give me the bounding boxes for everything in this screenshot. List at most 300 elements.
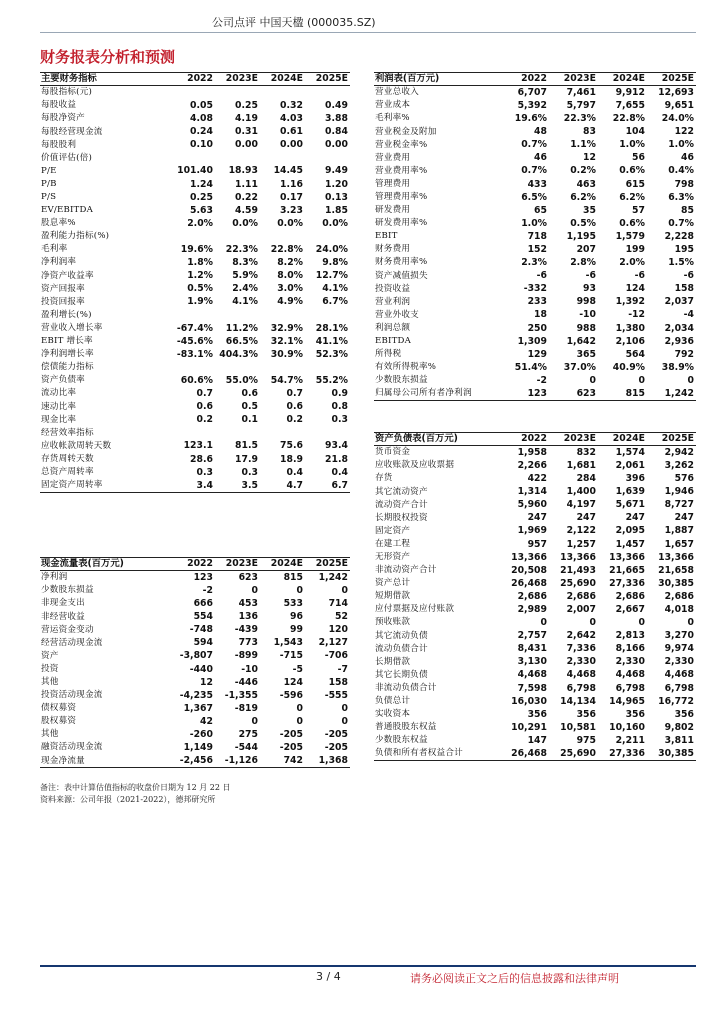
row-label: 资产 [41, 650, 59, 661]
cell-value: 40.9% [612, 361, 645, 373]
cell-value: 42 [200, 715, 213, 727]
table-row [40, 676, 350, 689]
cell-value: 2.4% [232, 283, 258, 295]
cell-value: 4.59 [235, 204, 258, 216]
cell-value: 5,960 [517, 499, 547, 511]
row-label: 偿债能力指标 [41, 362, 94, 373]
cell-value: 10,160 [609, 721, 645, 733]
row-label: 利润总额 [375, 322, 411, 333]
cell-value: 404.3% [219, 348, 258, 360]
cell-value [170, 426, 215, 439]
row-label: 净利润增长率 [41, 349, 94, 360]
cell-value: 8.3% [232, 257, 258, 269]
cell-value: 4,197 [566, 499, 596, 511]
cell-value: 55.0% [225, 374, 258, 386]
table-row [40, 610, 350, 623]
table-row [40, 728, 350, 741]
year-header: 2025E [305, 558, 350, 571]
cell-value: 0.7% [668, 217, 694, 229]
row-label: 速动比率 [41, 401, 77, 412]
cell-value: 21,658 [658, 564, 694, 576]
cell-value: 2,127 [318, 637, 348, 649]
cell-value: 1.0% [668, 139, 694, 151]
cell-value: 18.93 [228, 165, 258, 177]
table-row [374, 511, 696, 524]
cell-value [305, 309, 350, 322]
cell-value: 1,368 [305, 754, 350, 768]
cell-value: 9,912 [615, 86, 645, 98]
year-header: 2025E [305, 73, 350, 86]
row-label: 管理费用率% [375, 192, 428, 202]
cell-value: 37.0% [563, 361, 596, 373]
table-row [40, 584, 350, 597]
row-label: 总资产周转率 [41, 466, 94, 477]
cell-value: 2,266 [517, 459, 547, 471]
year-header: 2024E [260, 558, 305, 571]
cell-value [260, 309, 305, 322]
table-row [374, 498, 696, 511]
cell-value: 19.6% [514, 113, 547, 125]
row-label: 少数股东权益 [375, 735, 428, 746]
table-row [40, 623, 350, 636]
table-row [40, 361, 350, 374]
cell-value: -10 [579, 309, 596, 321]
year-header: 2022 [170, 73, 215, 86]
cell-value: 6.2% [570, 191, 596, 203]
cell-value: 714 [328, 598, 348, 610]
row-label: 每股股利 [41, 139, 77, 150]
cell-value: 2,942 [664, 446, 694, 458]
row-label: 毛利率% [375, 113, 410, 124]
row-label: 流动负债合计 [375, 643, 428, 654]
table-row [374, 538, 696, 551]
cell-value: 0.5 [241, 401, 258, 413]
cell-value: 957 [527, 538, 547, 550]
cell-value [215, 86, 260, 100]
cell-value: 4,018 [664, 604, 694, 616]
row-label: 非经营收益 [41, 611, 85, 622]
cell-value: 25,690 [560, 577, 596, 589]
cell-value: 356 [674, 708, 694, 720]
row-label: P/S [41, 192, 57, 202]
table-row [374, 348, 696, 361]
cell-value: -7 [337, 663, 348, 675]
table-row [40, 466, 350, 479]
cell-value: 93.4 [325, 440, 348, 452]
cell-value: 93 [583, 283, 596, 295]
table-row [40, 256, 350, 269]
cell-value: -706 [324, 650, 348, 662]
table-row [374, 551, 696, 564]
cell-value: 1,195 [566, 230, 596, 242]
cell-value: 4,468 [566, 669, 596, 681]
cell-value: 815 [598, 387, 647, 401]
cell-value: 275 [238, 729, 258, 741]
cell-value: 104 [625, 126, 645, 138]
cell-value [215, 230, 260, 243]
cell-value: 3.0% [277, 283, 303, 295]
year-header: 2023E [215, 558, 260, 571]
cell-value: 0.4 [331, 466, 348, 478]
row-label: 资产总计 [375, 578, 411, 589]
row-label: 营业税金及附加 [375, 126, 437, 137]
cell-value: 2,061 [615, 459, 645, 471]
table-row [40, 374, 350, 387]
cell-value: 2,211 [615, 734, 645, 746]
year-header: 2024E [598, 433, 647, 446]
cell-value: 0 [638, 617, 645, 629]
cell-value: 123.1 [183, 440, 213, 452]
cell-value: 13,366 [658, 551, 694, 563]
table-row [374, 361, 696, 374]
cell-value: 83 [583, 126, 596, 138]
cell-value: 0.0% [277, 217, 303, 229]
cell-value: 46 [534, 152, 547, 164]
cell-value: 284 [576, 473, 596, 485]
cell-value: 233 [527, 296, 547, 308]
cell-value: 0 [341, 715, 348, 727]
row-label: 财务费用率% [375, 257, 428, 268]
table-row [40, 86, 350, 100]
cell-value: 0.6% [619, 217, 645, 229]
cell-value: 0 [589, 374, 596, 386]
cell-value: -260 [189, 729, 213, 741]
cell-value: 0 [251, 715, 258, 727]
cell-value: 0 [687, 374, 694, 386]
cell-value: 3.23 [280, 204, 303, 216]
table-row [374, 642, 696, 655]
cell-value: 14,965 [609, 695, 645, 707]
cell-value: 3.4 [170, 479, 215, 493]
cell-value: 247 [576, 512, 596, 524]
row-label: 投资回报率 [41, 296, 85, 307]
cell-value: 12 [200, 676, 213, 688]
cell-value: 8.0% [277, 270, 303, 282]
cell-value: 56 [632, 152, 645, 164]
cell-value: 0.5% [570, 217, 596, 229]
cell-value: 0.0% [232, 217, 258, 229]
row-label: 非现金支出 [41, 598, 85, 609]
cell-value: 4.9% [277, 296, 303, 308]
cell-value: 129 [527, 348, 547, 360]
row-label: 债权募资 [41, 703, 77, 714]
cell-value: 1.24 [190, 178, 213, 190]
cell-value: 463 [576, 178, 596, 190]
cell-value: -6 [634, 270, 645, 282]
row-label: 投资活动现金流 [41, 690, 103, 701]
valuation-note: 备注：表中计算估值指标的收盘价日期为 12 月 22 日 [40, 783, 231, 792]
cell-value: 4.1% [232, 296, 258, 308]
cell-value: 28.6 [190, 453, 213, 465]
table-row [374, 178, 696, 191]
row-label: 股权募资 [41, 716, 77, 727]
row-label: 长期股权投资 [375, 512, 428, 523]
cell-value: 147 [527, 734, 547, 746]
cell-value: 51.4% [514, 361, 547, 373]
row-label: 其它流动负债 [375, 630, 428, 641]
cell-value: 27,336 [609, 577, 645, 589]
cell-value: -6 [683, 270, 694, 282]
year-header: 2025E [647, 433, 696, 446]
row-label: 其它流动资产 [375, 486, 428, 497]
row-label: 每股经营现金流 [41, 126, 103, 137]
cell-value: 32.1% [270, 335, 303, 347]
legal-disclaimer: 请务必阅读正文之后的信息披露和法律声明 [410, 972, 619, 985]
cell-value: 0.3 [241, 466, 258, 478]
cell-value: 66.5% [225, 335, 258, 347]
row-label: 其他 [41, 677, 59, 687]
cell-value: 0.31 [235, 126, 258, 138]
cell-value: 38.9% [661, 361, 694, 373]
cell-value: 60.6% [180, 374, 213, 386]
table-row [374, 322, 696, 335]
cell-value: 48 [534, 126, 547, 138]
cell-value: -3,807 [179, 650, 213, 662]
cell-value: -544 [234, 742, 258, 754]
cell-value: 4.7 [260, 479, 305, 493]
cell-value: 832 [576, 446, 596, 458]
cell-value: 666 [193, 598, 213, 610]
year-header: 2025E [647, 73, 696, 86]
table-row [374, 721, 696, 734]
cell-value: 3.88 [325, 113, 348, 125]
cell-value: 0 [251, 584, 258, 596]
header-divider [40, 32, 696, 33]
cell-value: 3,270 [664, 630, 694, 642]
table-row [40, 335, 350, 348]
cell-value: 1.9% [187, 296, 213, 308]
row-label: 营业外收支 [375, 309, 419, 320]
cell-value: 0.0% [322, 217, 348, 229]
row-label: 经营活动现金流 [41, 637, 103, 648]
table-row [40, 217, 350, 230]
table-row [374, 125, 696, 138]
table-row [374, 695, 696, 708]
cell-value: 1,639 [615, 486, 645, 498]
cell-value: 0.32 [280, 99, 303, 111]
cell-value: -819 [234, 702, 258, 714]
cell-value [170, 361, 215, 374]
table-row [374, 138, 696, 151]
cell-value: 6,707 [517, 86, 547, 98]
cell-value: 1.0% [619, 139, 645, 151]
year-header: 2023E [549, 433, 598, 446]
cell-value: 1,543 [273, 637, 303, 649]
table-row [374, 459, 696, 472]
cell-value: 6.7% [322, 296, 348, 308]
cell-value: 101.40 [177, 165, 213, 177]
table-row [40, 426, 350, 439]
cell-value: -10 [241, 663, 258, 675]
table-row [374, 603, 696, 616]
cell-value: 2.0% [187, 217, 213, 229]
cell-value: 0.3 [196, 466, 213, 478]
table-row [374, 629, 696, 642]
cell-value: 1.0% [521, 217, 547, 229]
row-label: 应收帐款周转天数 [41, 440, 112, 451]
row-label: 财务费用 [375, 244, 411, 255]
cell-value: 0.4% [668, 165, 694, 177]
row-label: 非流动负债合计 [375, 682, 437, 693]
cell-value: 1,681 [566, 459, 596, 471]
cell-value: 798 [674, 178, 694, 190]
cell-value: 0.5% [187, 283, 213, 295]
cell-value: 554 [193, 611, 213, 623]
table-row [374, 682, 696, 695]
row-label: 营业总收入 [375, 87, 419, 98]
cell-value: 2,228 [664, 230, 694, 242]
cell-value: -67.4% [176, 322, 213, 334]
table-row [374, 256, 696, 269]
row-label: 营业费用 [375, 152, 411, 163]
row-label: 短期借款 [375, 591, 411, 602]
cell-value: 1.85 [325, 204, 348, 216]
cell-value: 3,130 [517, 656, 547, 668]
row-label: 股息率% [41, 218, 76, 229]
cell-value [260, 361, 305, 374]
row-label: 每股指标(元) [41, 87, 93, 98]
cell-value: 14,134 [560, 695, 596, 707]
cell-value: 247 [625, 512, 645, 524]
row-label: 少数股东损益 [41, 585, 94, 596]
cell-value: 1,969 [517, 525, 547, 537]
cell-value: 0.00 [280, 139, 303, 151]
table-row [40, 597, 350, 610]
table-row [374, 708, 696, 721]
cell-value [170, 230, 215, 243]
cell-value: 13,366 [609, 551, 645, 563]
cell-value: 2.8% [570, 257, 596, 269]
cell-value: 0 [589, 617, 596, 629]
cell-value: -555 [324, 689, 348, 701]
cell-value: -205 [279, 742, 303, 754]
cell-value: 0.6 [196, 401, 213, 413]
cell-value: 2,106 [615, 335, 645, 347]
cell-value: 9,974 [664, 643, 694, 655]
cell-value: 623 [549, 387, 598, 401]
cell-value: 0 [341, 702, 348, 714]
cell-value: -715 [279, 650, 303, 662]
table-row [40, 204, 350, 217]
cell-value: 0.6% [619, 165, 645, 177]
cell-value: 12.7% [315, 270, 348, 282]
cell-value: 533 [283, 598, 303, 610]
cell-value: 2,095 [615, 525, 645, 537]
cell-value: -1,126 [215, 754, 260, 768]
table-row [40, 151, 350, 164]
table-row [40, 413, 350, 426]
cell-value [305, 426, 350, 439]
cell-value: 1,579 [615, 230, 645, 242]
table-row [40, 178, 350, 191]
cell-value: 6.5% [521, 191, 547, 203]
row-label: EBITDA [375, 336, 412, 347]
cell-value: 8,727 [664, 499, 694, 511]
cell-value: 20,508 [511, 564, 547, 576]
cell-value: 24.0% [661, 113, 694, 125]
table-row [40, 243, 350, 256]
row-label: 现金净流量 [40, 754, 170, 768]
row-label: 净利润 [41, 572, 68, 583]
cell-value: -446 [234, 676, 258, 688]
row-label: 长期借款 [375, 656, 411, 667]
cell-value: 1.5% [668, 257, 694, 269]
cell-value: 9.8% [322, 257, 348, 269]
row-label: 所得税 [375, 349, 402, 360]
cell-value [305, 230, 350, 243]
table-title: 现金流量表(百万元) [40, 558, 170, 571]
cell-value: 250 [527, 322, 547, 334]
cell-value: 195 [674, 244, 694, 256]
row-label: 研发费用 [375, 205, 411, 216]
cell-value [170, 151, 215, 164]
table-header-row [40, 558, 350, 571]
cell-value: 96 [290, 611, 303, 623]
cell-value: 0.6 [241, 388, 258, 400]
cell-value: 25,690 [549, 747, 598, 761]
table-row [374, 564, 696, 577]
cell-value [215, 426, 260, 439]
cell-value [260, 86, 305, 100]
cell-value: 5.63 [190, 204, 213, 216]
income-statement-table [374, 72, 696, 401]
cell-value: 21.8 [325, 453, 348, 465]
cell-value: 564 [625, 348, 645, 360]
cell-value: 1,400 [566, 486, 596, 498]
cell-value: 16,772 [658, 695, 694, 707]
row-label: 普通股股东权益 [375, 722, 437, 733]
row-label: 现金比率 [41, 414, 77, 425]
cell-value: 4,468 [664, 669, 694, 681]
cell-value: 2,642 [566, 630, 596, 642]
cell-value: 54.7% [270, 374, 303, 386]
cell-value [215, 361, 260, 374]
cell-value: -748 [189, 624, 213, 636]
cell-value: 4.08 [190, 113, 213, 125]
row-label: 经营效率指标 [41, 427, 94, 438]
cell-value: 0.17 [280, 191, 303, 203]
cell-value: 356 [625, 708, 645, 720]
table-row [40, 191, 350, 204]
cell-value: 1,887 [664, 525, 694, 537]
row-label: 投资 [41, 663, 59, 674]
cell-value: 7,336 [566, 643, 596, 655]
table-row [374, 656, 696, 669]
cell-value: 615 [625, 178, 645, 190]
row-label: 固定资产周转率 [40, 479, 170, 493]
cell-value: 0 [296, 702, 303, 714]
cell-value: 2,330 [664, 656, 694, 668]
table-row [374, 151, 696, 164]
row-label: 盈利增长(%) [41, 309, 92, 320]
row-label: 其他 [41, 729, 59, 740]
cell-value: 12,693 [658, 86, 694, 98]
cell-value: 2,936 [664, 335, 694, 347]
table-row [40, 387, 350, 400]
cell-value: 356 [576, 708, 596, 720]
cell-value: 0.1 [241, 414, 258, 426]
cell-value: 57 [632, 204, 645, 216]
row-label: 资产负债率 [41, 375, 85, 386]
cell-value: 1,380 [615, 322, 645, 334]
row-label: 营业利润 [375, 296, 411, 307]
cell-value: 123 [500, 387, 549, 401]
row-label: 毛利率 [41, 244, 68, 255]
table-row [374, 374, 696, 387]
cell-value: 199 [625, 244, 645, 256]
cell-value: 1,392 [615, 296, 645, 308]
cell-value: -83.1% [176, 348, 213, 360]
